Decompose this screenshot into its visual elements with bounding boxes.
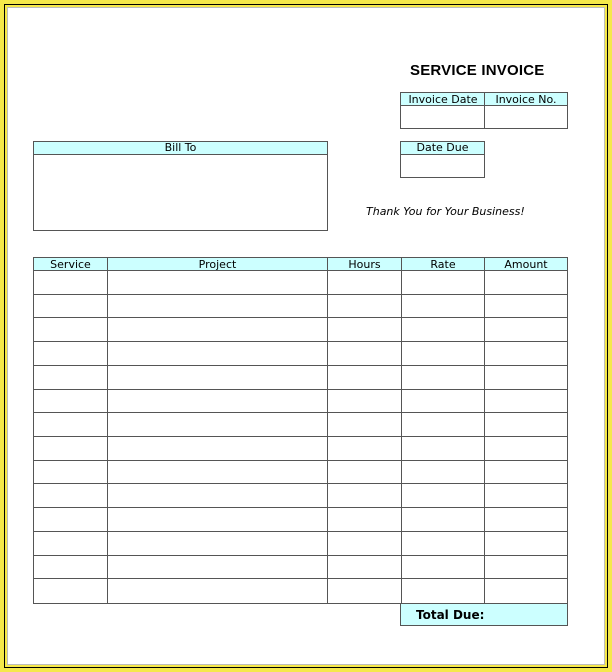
invoice-no-label: Invoice No. (495, 93, 557, 106)
table-row[interactable] (34, 532, 567, 555)
invoice-date-field[interactable] (401, 106, 484, 128)
table-row[interactable] (34, 508, 567, 531)
column-header: Project (198, 258, 237, 271)
table-row[interactable] (34, 579, 567, 602)
bill-to-label: Bill To (34, 142, 327, 155)
table-row[interactable] (34, 461, 567, 483)
table-row[interactable] (34, 413, 567, 436)
bill-to-box (33, 141, 328, 231)
date-due-field[interactable] (401, 155, 484, 177)
page-title: SERVICE INVOICE (410, 62, 545, 79)
total-due-box (400, 603, 568, 626)
table-row[interactable] (34, 366, 567, 389)
table-row[interactable] (34, 295, 567, 317)
table-row[interactable] (34, 437, 567, 460)
table-row[interactable] (34, 271, 567, 294)
thank-you-note: Thank You for Your Business! (366, 205, 525, 218)
column-header: Amount (504, 258, 548, 271)
invoice-no-field[interactable] (485, 106, 567, 128)
date-due-box (400, 141, 485, 178)
table-row[interactable] (34, 484, 567, 507)
total-due-label: Total Due: (416, 608, 485, 622)
table-row[interactable] (34, 390, 567, 412)
table-row[interactable] (34, 556, 567, 578)
service-table (33, 257, 568, 604)
date-due-label: Date Due (401, 142, 484, 155)
column-header: Rate (430, 258, 456, 271)
invoice-date-label: Invoice Date (408, 93, 478, 106)
column-header: Hours (348, 258, 381, 271)
invoice-info-box (400, 92, 568, 129)
table-row[interactable] (34, 318, 567, 341)
bill-to-field[interactable] (34, 155, 327, 230)
table-header (34, 258, 567, 271)
column-header: Service (50, 258, 91, 271)
table-row[interactable] (34, 342, 567, 365)
